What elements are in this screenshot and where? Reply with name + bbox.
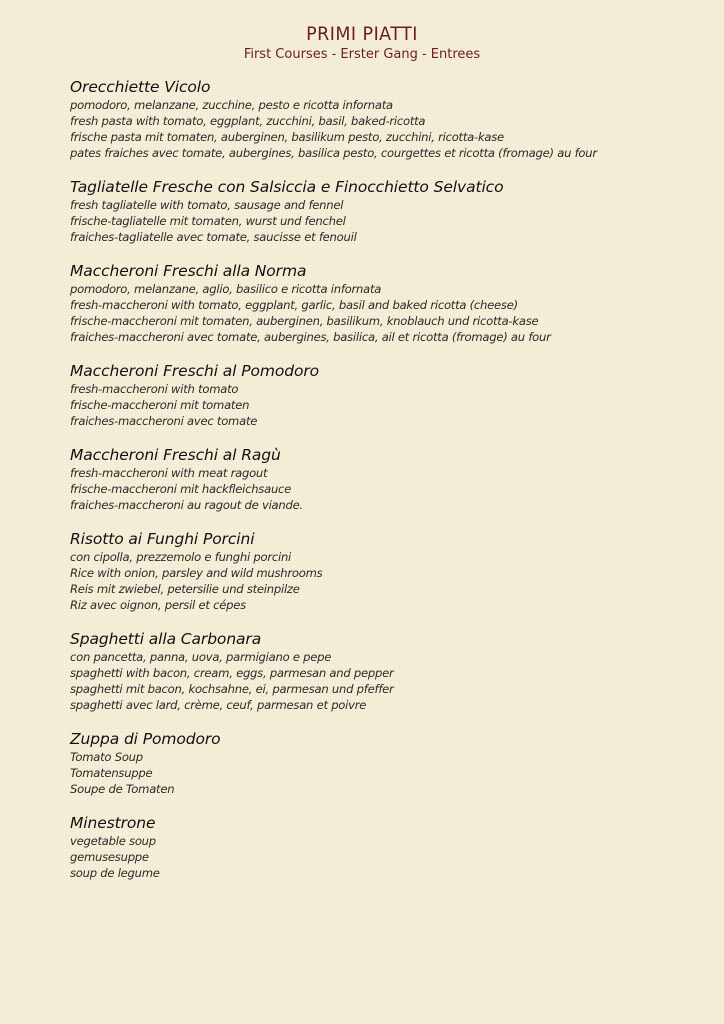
dish-orecchiette-vicolo xyxy=(70,77,690,161)
dish-name: Tagliatelle Fresche con Salsiccia e Finocchietto Selvatico xyxy=(70,178,504,196)
dish-description-german: frische-maccheroni mit tomaten, auberginen, basilikum, knoblauch und ricotta-kase xyxy=(70,314,539,328)
dish-description-german: gemusesuppe xyxy=(70,850,149,864)
dish-name: Orecchiette Vicolo xyxy=(70,78,211,96)
dish-list xyxy=(70,77,690,897)
dish-description-french: spaghetti avec lard, crème, ceuf, parmesan et poivre xyxy=(70,698,367,712)
page-title: PRIMI PIATTI xyxy=(306,23,418,45)
dish-description-german: spaghetti mit bacon, kochsahne, ei, parmesan und pfeffer xyxy=(70,682,394,696)
dish-name: Spaghetti alla Carbonara xyxy=(70,630,262,648)
dish-description-french: fraiches-tagliatelle avec tomate, saucisse et fenouil xyxy=(70,230,357,244)
dish-maccheroni-ragu xyxy=(70,445,690,513)
dish-description-english: Rice with onion, parsley and wild mushrooms xyxy=(70,566,323,580)
dish-zuppa-pomodoro xyxy=(70,729,690,797)
page-subtitle: First Courses - Erster Gang - Entrees xyxy=(243,47,481,62)
dish-description-english: fresh-maccheroni with tomato xyxy=(70,382,239,396)
dish-description-english: Tomato Soup xyxy=(70,750,143,764)
dish-minestrone xyxy=(70,813,690,881)
dish-description-italian: pomodoro, melanzane, zucchine, pesto e ricotta infornata xyxy=(70,98,393,112)
dish-description-french: fraiches-maccheroni avec tomate xyxy=(70,414,258,428)
dish-description-german: Reis mit zwiebel, petersilie und steinpilze xyxy=(70,582,300,596)
dish-risotto-funghi-porcini xyxy=(70,529,690,613)
dish-description-english: fresh pasta with tomato, eggplant, zucchini, basil, baked-ricotta xyxy=(70,114,426,128)
dish-name: Minestrone xyxy=(70,814,156,832)
dish-description-german: frische-maccheroni mit tomaten xyxy=(70,398,250,412)
dish-maccheroni-norma xyxy=(70,261,690,345)
dish-description-french: soup de legume xyxy=(70,866,160,880)
dish-description-italian: pomodoro, melanzane, aglio, basilico e ricotta infornata xyxy=(70,282,382,296)
dish-description-english: fresh-maccheroni with meat ragout xyxy=(70,466,268,480)
dish-name: Maccheroni Freschi al Ragù xyxy=(70,446,281,464)
dish-description-french: Riz avec oignon, persil et cépes xyxy=(70,598,246,612)
dish-description-english: fresh-maccheroni with tomato, eggplant, garlic, basil and baked ricotta (cheese) xyxy=(70,298,518,312)
dish-description-german: frische-tagliatelle mit tomaten, wurst und fenchel xyxy=(70,214,346,228)
dish-description-english: fresh tagliatelle with tomato, sausage and fennel xyxy=(70,198,344,212)
dish-description-french: fraiches-maccheroni au ragout de viande. xyxy=(70,498,303,512)
dish-description-german: frische pasta mit tomaten, auberginen, basilikum pesto, zucchini, ricotta-kase xyxy=(70,130,504,144)
dish-maccheroni-pomodoro xyxy=(70,361,690,429)
dish-spaghetti-carbonara xyxy=(70,629,690,713)
dish-description-italian: con cipolla, prezzemolo e funghi porcini xyxy=(70,550,292,564)
dish-name: Zuppa di Pomodoro xyxy=(70,730,221,748)
dish-description-french: pates fraiches avec tomate, aubergines, basilica pesto, courgettes et ricotta (fromage) au four xyxy=(70,146,597,160)
menu-header xyxy=(0,22,724,64)
dish-name: Maccheroni Freschi al Pomodoro xyxy=(70,362,319,380)
dish-name: Maccheroni Freschi alla Norma xyxy=(70,262,307,280)
dish-description-german: Tomatensuppe xyxy=(70,766,153,780)
dish-description-english: spaghetti with bacon, cream, eggs, parmesan and pepper xyxy=(70,666,394,680)
dish-description-french: Soupe de Tomaten xyxy=(70,782,175,796)
dish-name: Risotto ai Funghi Porcini xyxy=(70,530,255,548)
dish-description-english: vegetable soup xyxy=(70,834,156,848)
dish-description-french: fraiches-maccheroni avec tomate, aubergines, basilica, ail et ricotta (fromage) au four xyxy=(70,330,551,344)
dish-tagliatelle-fresche xyxy=(70,177,690,245)
dish-description-german: frische-maccheroni mit hackfleichsauce xyxy=(70,482,292,496)
dish-description-italian: con pancetta, panna, uova, parmigiano e pepe xyxy=(70,650,332,664)
